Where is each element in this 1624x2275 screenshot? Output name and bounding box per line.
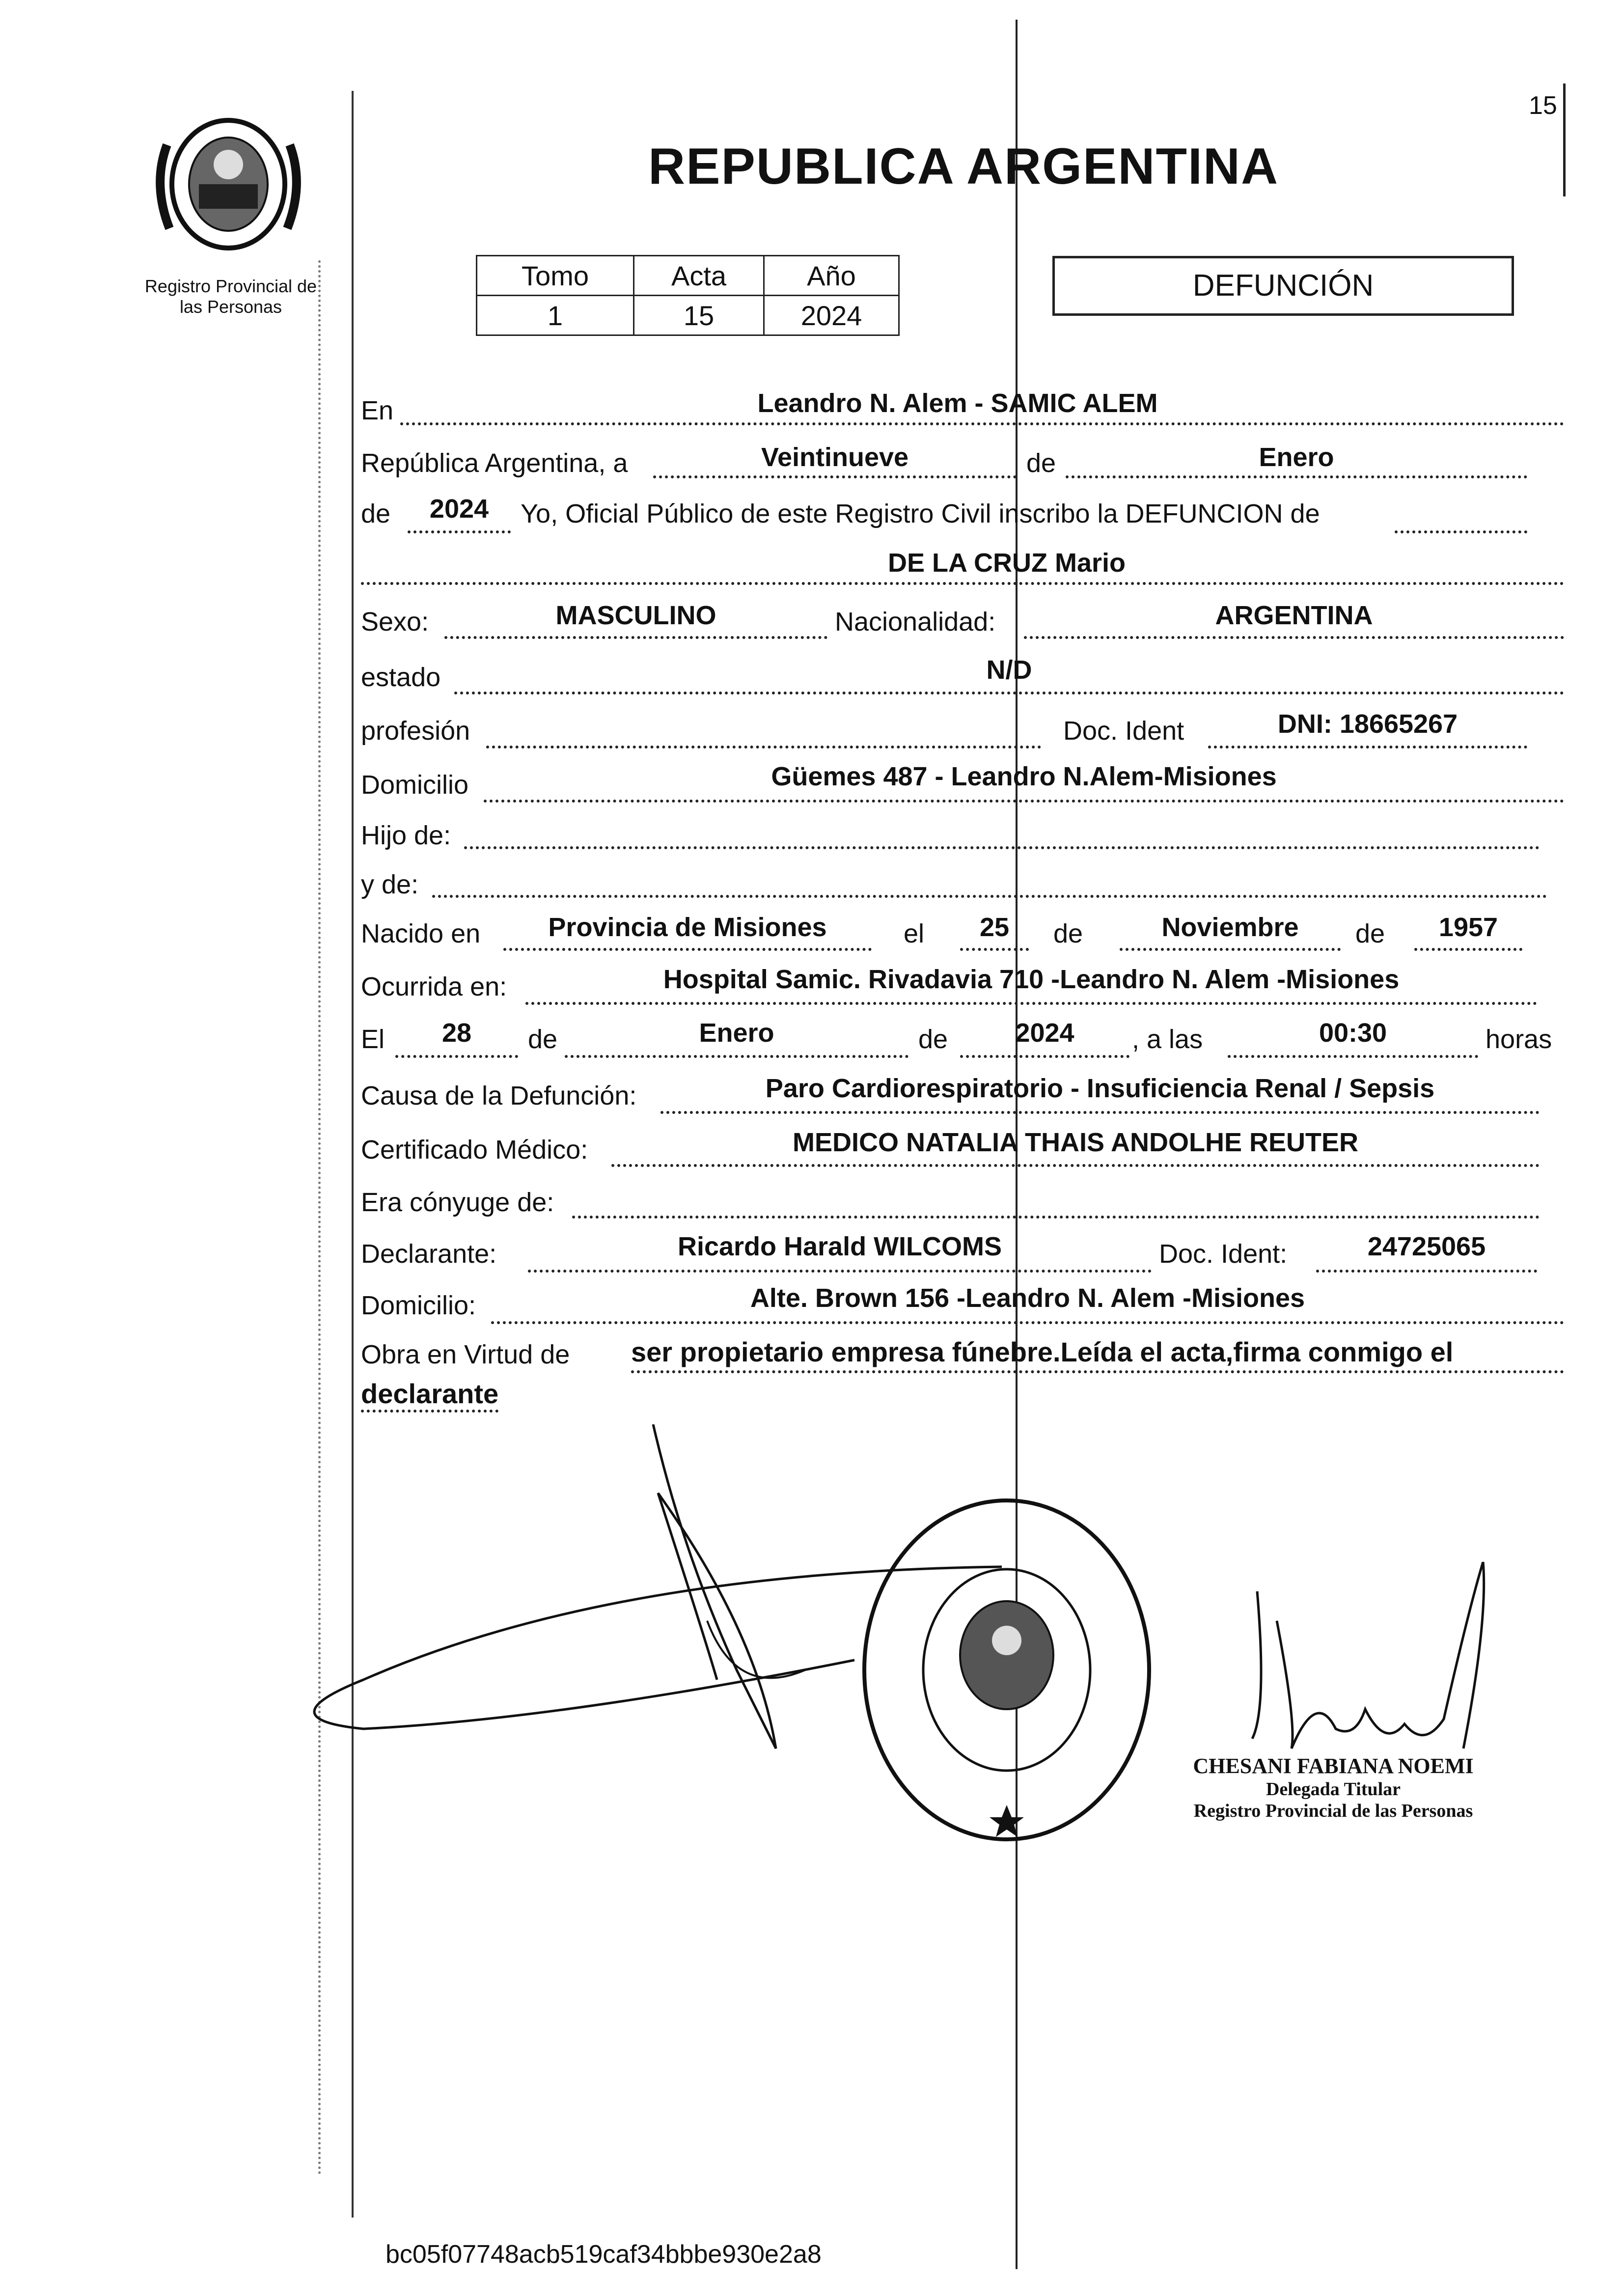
en-label: En [361, 396, 394, 425]
republica-day: Veintinueve [761, 443, 909, 472]
declarante-value: Ricardo Harald WILCOMS [677, 1232, 1002, 1261]
causa-value: Paro Cardiorespiratorio - Insuficiencia Renal / Sepsis [765, 1074, 1435, 1103]
el-time: 00:30 [1319, 1018, 1387, 1048]
declarante-label: Declarante: [361, 1239, 497, 1269]
declarante-doc-value: 24725065 [1367, 1232, 1486, 1261]
acta-value: 15 [634, 296, 764, 335]
republica-de-label: de [1026, 448, 1056, 478]
el-year: 2024 [1015, 1018, 1074, 1048]
official-role: Delegada Titular [1266, 1779, 1401, 1800]
nacido-el-label: el [904, 919, 925, 948]
official-block [1171, 1753, 1495, 1822]
ocurrida-dots [525, 1002, 1537, 1005]
edge-mark [1563, 83, 1566, 196]
nacido-de1-label: de [1053, 919, 1083, 948]
tomo-header: Tomo [477, 256, 634, 296]
domicilio2-value: Alte. Brown 156 -Leandro N. Alem -Misiones [750, 1283, 1305, 1313]
act-type-box: DEFUNCIÓN [1052, 256, 1514, 316]
el-day: 28 [441, 1018, 472, 1048]
nacido-de2-label: de [1355, 919, 1385, 948]
en-value: Leandro N. Alem - SAMIC ALEM [757, 388, 1158, 418]
doc-ident-dots [1208, 746, 1527, 749]
el-label: El [361, 1025, 385, 1054]
estado-value: N/D [986, 655, 1032, 685]
nacionalidad-dots [1024, 636, 1564, 639]
domicilio2-label: Domicilio: [361, 1291, 476, 1320]
nacido-month-dots [1120, 948, 1341, 951]
conyuge-dots [572, 1216, 1540, 1219]
issuer-org [133, 276, 329, 317]
document-title: REPUBLICA ARGENTINA [648, 138, 1279, 195]
el-month: Enero [699, 1018, 774, 1048]
causa-label: Causa de la Defunción: [361, 1081, 637, 1110]
nacido-place: Provincia de Misiones [548, 913, 827, 942]
profesion-dots [486, 746, 1041, 749]
nacionalidad-value: ARGENTINA [1215, 601, 1373, 630]
el-month-dots [565, 1055, 908, 1058]
official-signature-icon [1238, 1562, 1513, 1763]
year-de-label: de [361, 499, 391, 528]
nacido-year: 1957 [1438, 913, 1498, 942]
stamp-icon [859, 1493, 1154, 1847]
el-time-dots [1228, 1055, 1478, 1058]
seal-icon [147, 106, 309, 258]
republica-label: República Argentina, a [361, 448, 628, 478]
obra-cont-dots [361, 1410, 498, 1413]
causa-dots [661, 1111, 1540, 1114]
republica-dots [653, 475, 1017, 478]
official-stamp [859, 1493, 1154, 1847]
year-dots [408, 530, 511, 533]
sexo-dots [444, 636, 827, 639]
conyuge-label: Era cónyuge de: [361, 1188, 554, 1217]
official-name: CHESANI FABIANA NOEMI [1193, 1754, 1474, 1778]
certificado-label: Certificado Médico: [361, 1135, 588, 1165]
domicilio-dots [484, 800, 1564, 803]
domicilio-label: Domicilio [361, 770, 469, 800]
estado-label: estado [361, 663, 441, 692]
obra-dots [631, 1370, 1564, 1373]
nacionalidad-label: Nacionalidad: [835, 607, 996, 637]
doc-ident-value: DNI: 18665267 [1277, 709, 1458, 739]
ocurrida-label: Ocurrida en: [361, 972, 507, 1001]
en-dots [400, 422, 1564, 425]
issuer-line2: las Personas [179, 297, 282, 317]
nacido-day: 25 [979, 913, 1010, 942]
declarante-doc-label: Doc. Ident: [1159, 1239, 1288, 1269]
nacido-label: Nacido en [361, 919, 481, 948]
profesion-label: profesión [361, 716, 470, 746]
anio-header: Año [764, 256, 899, 296]
acta-header: Acta [634, 256, 764, 296]
official-signature [1238, 1562, 1513, 1763]
el-de2-label: de [918, 1025, 948, 1054]
inscribo-text: Yo, Oficial Público de este Registro Civil inscribo la DEFUNCION de [521, 499, 1320, 528]
official-org: Registro Provincial de las Personas [1193, 1801, 1473, 1821]
obra-value: ser propietario empresa fúnebre.Leída el acta,firma conmigo el [631, 1336, 1454, 1367]
el-day-dots [395, 1055, 518, 1058]
sexo-value: MASCULINO [555, 601, 716, 630]
year-value: 2024 [429, 494, 489, 524]
footer-hash: bc05f07748acb519caf34bbbe930e2a8 [385, 2240, 822, 2269]
republica-month: Enero [1259, 443, 1334, 472]
obra-value-cont: declarante [361, 1378, 499, 1409]
sexo-label: Sexo: [361, 607, 429, 637]
page-number: 15 [1529, 91, 1557, 120]
el-de1-label: de [528, 1025, 558, 1054]
issuer-line1: Registro Provincial de [144, 276, 317, 296]
declarante-doc-dots [1316, 1270, 1537, 1273]
anio-value: 2024 [764, 296, 899, 335]
declarante-dots [528, 1270, 1152, 1273]
hijo-dots [464, 846, 1540, 849]
nacido-day-dots [960, 948, 1029, 951]
certificado-dots [611, 1164, 1540, 1167]
nacido-year-dots [1414, 948, 1522, 951]
hijo-label: Hijo de: [361, 821, 451, 850]
obra-label: Obra en Virtud de [361, 1340, 570, 1369]
certificado-value: MEDICO NATALIA THAIS ANDOLHE REUTER [793, 1128, 1358, 1157]
estado-dots [454, 692, 1564, 694]
horas-label: horas [1486, 1025, 1552, 1054]
y-de-label: y de: [361, 870, 419, 899]
acta-table [476, 255, 900, 336]
domicilio2-dots [491, 1321, 1564, 1324]
domicilio-value: Güemes 487 - Leandro N.Alem-Misiones [771, 762, 1277, 791]
name-dots [361, 582, 1564, 585]
y-de-dots [432, 895, 1547, 898]
tomo-value: 1 [477, 296, 634, 335]
alas-label: , a las [1132, 1025, 1203, 1054]
deceased-name: DE LA CRUZ Mario [888, 548, 1126, 578]
doc-ident-label: Doc. Ident [1063, 716, 1184, 746]
republica-month-dots [1066, 475, 1527, 478]
margin-line [352, 91, 354, 2218]
province-seal [147, 106, 309, 258]
nacido-place-dots [503, 948, 872, 951]
binding-dots [318, 260, 327, 2176]
inscribo-dots [1395, 530, 1527, 533]
nacido-month: Noviembre [1161, 913, 1299, 942]
ocurrida-value: Hospital Samic. Rivadavia 710 -Leandro N. Alem -Misiones [663, 965, 1400, 994]
el-year-dots [960, 1055, 1129, 1058]
